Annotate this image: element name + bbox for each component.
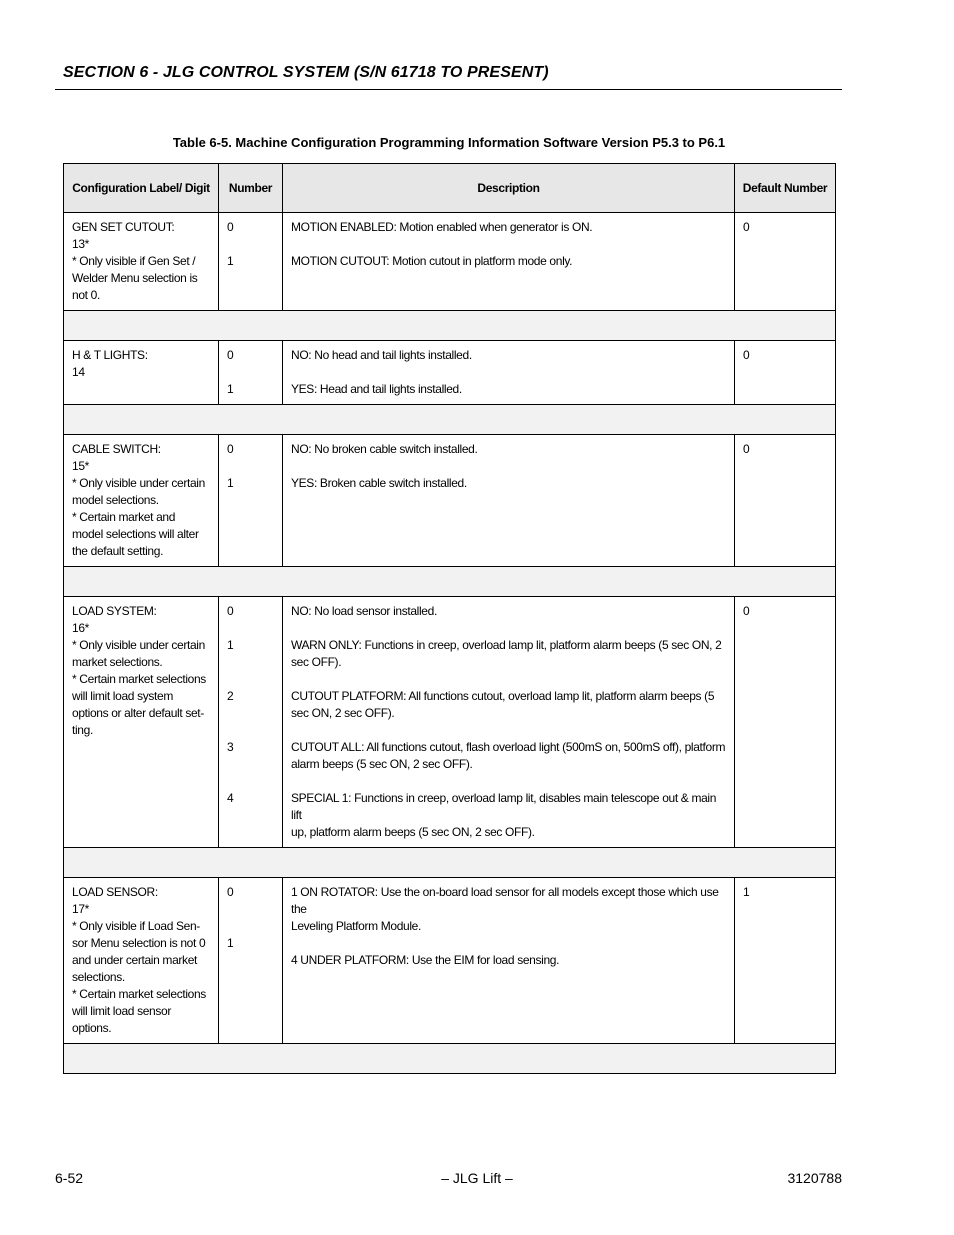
config-label-line: * Only visible if Gen Set / [72, 254, 196, 268]
config-label-line: 17* [72, 902, 89, 916]
number-value: 0 [227, 442, 234, 456]
number-cell [219, 435, 283, 567]
config-label-line: * Only visible under certain [72, 638, 205, 652]
header-default-number: Default Number [735, 164, 836, 213]
document-number: 3120788 [787, 1170, 842, 1186]
description-line [291, 458, 726, 475]
default-number-cell: 1 [735, 878, 836, 1044]
default-number-cell: 0 [735, 213, 836, 311]
description-cell [283, 435, 735, 567]
description-line: sec ON, 2 sec OFF). [291, 706, 395, 720]
description-cell [283, 213, 735, 311]
config-label-line: GEN SET CUTOUT: [72, 220, 175, 234]
number-value [227, 756, 274, 773]
table-row [64, 597, 836, 848]
number-value: 1 [227, 254, 234, 268]
config-label-line: LOAD SYSTEM: [72, 604, 157, 618]
config-label-cell [64, 213, 219, 311]
description-cell [283, 878, 735, 1044]
number-value [227, 705, 274, 722]
number-value: 1 [227, 936, 234, 950]
header-config-label: Configuration Label/ Digit [64, 164, 219, 213]
number-value [227, 364, 274, 381]
description-line: CUTOUT ALL: All functions cutout, flash overload light (500mS on, 500mS off), platform [291, 740, 726, 754]
number-cell [219, 597, 283, 848]
number-value: 3 [227, 740, 234, 754]
number-value: 1 [227, 638, 234, 652]
number-cell [219, 341, 283, 405]
config-label-line: and under certain market [72, 953, 198, 967]
number-value: 0 [227, 885, 234, 899]
config-label-line: Welder Menu selection is [72, 271, 198, 285]
config-label-line: will limit load sensor [72, 1004, 171, 1018]
config-label-line: * Only visible if Load Sen- [72, 919, 200, 933]
header-divider [55, 89, 842, 90]
description-line: alarm beeps (5 sec ON, 2 sec OFF). [291, 757, 473, 771]
description-line: NO: No load sensor installed. [291, 604, 437, 618]
spacer-row [64, 567, 836, 597]
config-label-cell [64, 878, 219, 1044]
description-line: 4 UNDER PLATFORM: Use the EIM for load sensing. [291, 953, 560, 967]
description-line [291, 236, 726, 253]
spacer-row [64, 311, 836, 341]
config-label-line: CABLE SWITCH: [72, 442, 161, 456]
configuration-table [63, 163, 836, 1074]
config-label-line: options or alter default set- [72, 706, 204, 720]
description-line [291, 671, 726, 688]
number-value [227, 458, 274, 475]
config-label-line: market selections. [72, 655, 163, 669]
description-line: YES: Head and tail lights installed. [291, 382, 462, 396]
number-value: 2 [227, 689, 234, 703]
config-label-line: sor Menu selection is not 0 [72, 936, 206, 950]
spacer-row [64, 405, 836, 435]
footer-publisher: – JLG Lift – [441, 1170, 513, 1186]
description-line: CUTOUT PLATFORM: All functions cutout, overload lamp lit, platform alarm beeps (5 [291, 689, 715, 703]
config-label-cell [64, 341, 219, 405]
default-number-cell: 0 [735, 435, 836, 567]
table-header-row [64, 164, 836, 213]
spacer-row [64, 848, 836, 878]
description-line [291, 364, 726, 381]
number-value [227, 773, 274, 790]
description-line: 1 ON ROTATOR: Use the on-board load sensor for all models except those which use the [291, 885, 719, 916]
config-label-line: * Only visible under certain [72, 476, 205, 490]
config-label-line: H & T LIGHTS: [72, 348, 148, 362]
number-value [227, 671, 274, 688]
description-line: NO: No head and tail lights installed. [291, 348, 472, 362]
number-cell [219, 213, 283, 311]
number-value: 0 [227, 348, 234, 362]
config-label-line: selections. [72, 970, 125, 984]
config-label-line: ting. [72, 723, 93, 737]
number-value [227, 654, 274, 671]
config-label-line: model selections. [72, 493, 159, 507]
table-title: Table 6-5. Machine Configuration Programming Information Software Version P5.3 to P6.1 [172, 135, 726, 150]
table-row [64, 435, 836, 567]
number-value [227, 236, 274, 253]
number-value [227, 901, 274, 918]
table-row [64, 213, 836, 311]
description-line: MOTION CUTOUT: Motion cutout in platform mode only. [291, 254, 573, 268]
config-label-line: options. [72, 1021, 112, 1035]
spacer-cell [64, 311, 836, 341]
description-line: MOTION ENABLED: Motion enabled when generator is ON. [291, 220, 593, 234]
config-label-line: * Certain market and [72, 510, 176, 524]
config-label-line: the default setting. [72, 544, 164, 558]
page-number: 6-52 [55, 1170, 84, 1186]
description-line: WARN ONLY: Functions in creep, overload lamp lit, platform alarm beeps (5 sec ON, 2 [291, 638, 722, 652]
config-label-cell [64, 435, 219, 567]
description-line: YES: Broken cable switch installed. [291, 476, 467, 490]
description-line [291, 773, 726, 790]
config-label-line: model selections will alter [72, 527, 199, 541]
config-label-line: * Certain market selections [72, 672, 206, 686]
description-line: Leveling Platform Module. [291, 919, 421, 933]
config-label-cell [64, 597, 219, 848]
description-line: SPECIAL 1: Functions in creep, overload lamp lit, disables main telescope out & main lift [291, 791, 717, 822]
config-label-line: will limit load system [72, 689, 173, 703]
number-value [227, 620, 274, 637]
table-row [64, 341, 836, 405]
table-row [64, 878, 836, 1044]
description-cell [283, 341, 735, 405]
description-line: sec OFF). [291, 655, 342, 669]
default-number-cell: 0 [735, 597, 836, 848]
description-line [291, 620, 726, 637]
header-description: Description [283, 164, 735, 213]
number-value: 4 [227, 791, 234, 805]
config-label-line: 16* [72, 621, 89, 635]
config-label-line: 13* [72, 237, 89, 251]
description-line: NO: No broken cable switch installed. [291, 442, 478, 456]
section-title: SECTION 6 - JLG CONTROL SYSTEM (S/N 61718 TO PRESENT) [63, 64, 549, 81]
number-value: 1 [227, 382, 234, 396]
number-value: 1 [227, 476, 234, 490]
number-value [227, 918, 274, 935]
description-cell [283, 597, 735, 848]
config-label-line: 14 [72, 365, 85, 379]
default-number-cell: 0 [735, 341, 836, 405]
number-cell [219, 878, 283, 1044]
spacer-cell [64, 848, 836, 878]
spacer-cell [64, 1044, 836, 1074]
spacer-cell [64, 567, 836, 597]
config-label-line: not 0. [72, 288, 100, 302]
description-line: up, platform alarm beeps (5 sec ON, 2 sec OFF). [291, 825, 535, 839]
number-value: 0 [227, 220, 234, 234]
number-value [227, 722, 274, 739]
table-body [64, 213, 836, 1074]
config-label-line: * Certain market selections [72, 987, 206, 1001]
config-label-line: 15* [72, 459, 89, 473]
header-number: Number [219, 164, 283, 213]
number-value: 0 [227, 604, 234, 618]
spacer-row [64, 1044, 836, 1074]
spacer-cell [64, 405, 836, 435]
config-label-line: LOAD SENSOR: [72, 885, 158, 899]
description-line [291, 722, 726, 739]
description-line [291, 935, 726, 952]
